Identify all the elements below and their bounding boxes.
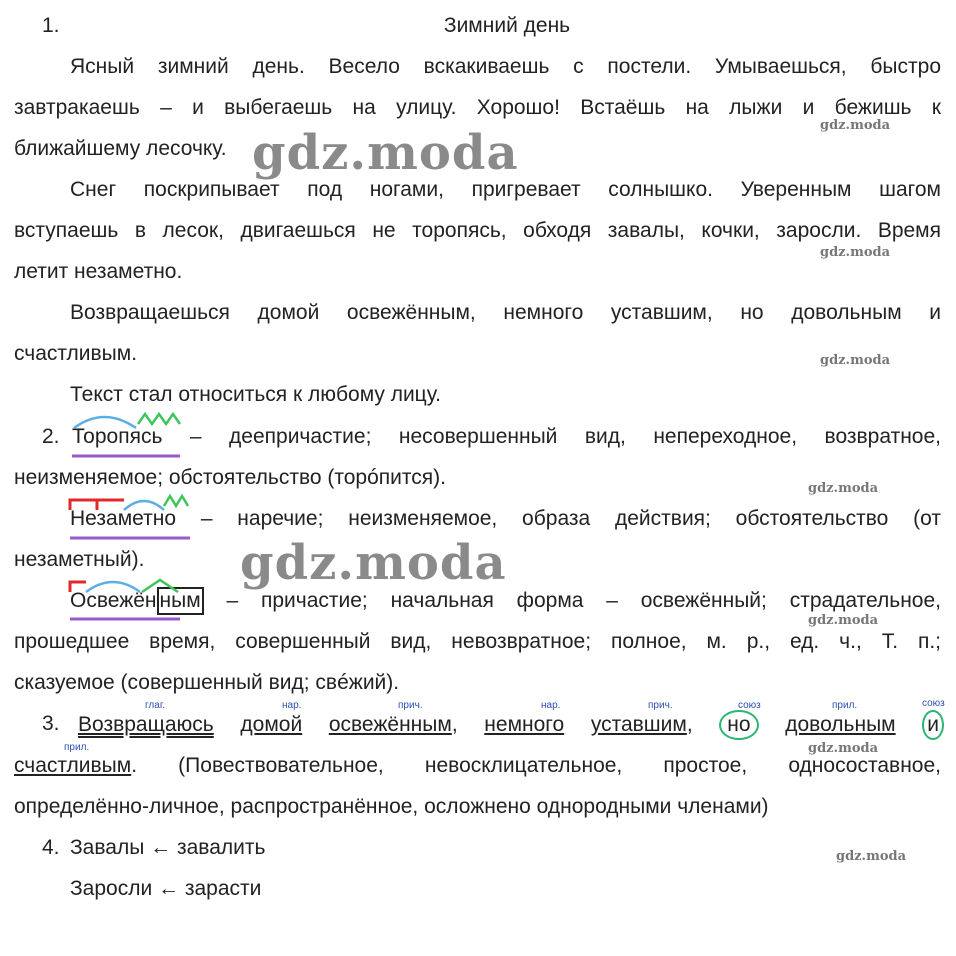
watermark-small: gdz.moda — [808, 481, 879, 496]
paragraph-line: счастливым. — [14, 342, 138, 365]
pos-tag: глаг. — [145, 700, 166, 711]
root-arc — [74, 417, 136, 428]
note-line: Текст стал относиться к любому лицу. — [70, 383, 441, 406]
conjunction-circle: но — [719, 710, 758, 740]
analysis-line: неизменяемое; обстоятельство (торóпится). — [14, 466, 446, 489]
analyzed-word-nezametno: Незаметно — [70, 507, 177, 530]
section-2-number: 2. — [42, 425, 60, 448]
paragraph-line: Ясный зимний день. Весело вскакиваешь с постели. Умываешься, быстро — [70, 55, 941, 78]
pos-tag: союз — [738, 700, 761, 711]
predicate-word: Возвращаюсь — [78, 713, 214, 736]
watermark-small: gdz.moda — [820, 118, 891, 133]
pos-tag: прич. — [398, 700, 423, 711]
analyzed-word-toropyas: Торопясь — [72, 425, 163, 448]
paragraph-line: ближайшему лесочку. — [14, 137, 227, 160]
word-formation-line: Завалы ← завалить — [70, 836, 266, 859]
predicate-part-word: уставшим — [590, 713, 687, 736]
paragraph-line: вступаешь в лесок, двигаешься не торопясь, обходя завалы, кочки, заросли. Время — [14, 219, 941, 242]
sentence-characteristics-line: определённо-личное, распространённое, осложнено однородными членами) — [14, 795, 769, 818]
predicate-part-word: счастливым — [14, 754, 132, 777]
watermark-small: gdz.moda — [808, 613, 879, 628]
watermark-logo: gdz.moda — [252, 125, 519, 181]
analysis-line: сказуемое (совершенный вид; свéжий). — [14, 671, 400, 694]
predicate-part-word: довольным — [785, 713, 896, 736]
word-formation-line: Заросли ← зарасти — [70, 877, 262, 900]
circumstance-word: домой — [240, 713, 303, 736]
ending-box: ным — [157, 587, 204, 615]
pos-tag: прич. — [648, 700, 673, 711]
paragraph-line: Снег поскрипывает под ногами, пригревает солнышко. Уверенным шагом — [70, 178, 941, 201]
pos-tag: нар. — [282, 700, 302, 711]
root-arc — [124, 501, 164, 510]
prefix-mark — [70, 500, 124, 510]
watermark-small: gdz.moda — [820, 353, 891, 368]
paragraph-line: летит незаметно. — [14, 260, 183, 283]
sentence-parse-line: Возвращаюсь домой освежённым, немного уставшим, но довольным и — [78, 710, 944, 740]
sentence-parse-line — [14, 752, 941, 780]
prefix-mark — [70, 582, 86, 592]
circumstance-word: немного — [484, 713, 565, 736]
root-arc — [86, 582, 140, 592]
analysis-line: незаметный). — [14, 548, 145, 571]
sentence-characteristics: . (Повествовательное, невосклицательное, простое, односоставное, — [131, 754, 941, 777]
conjunction-circle: и — [922, 710, 944, 740]
section-3-number: 3. — [42, 712, 60, 735]
pos-tag: прил. — [832, 700, 858, 711]
word-stem: Освежён — [70, 589, 157, 612]
analysis-line: прошедшее время, совершенный вид, невозвратное; полное, м. р., ед. ч., Т. п.; — [14, 630, 941, 653]
watermark-small: gdz.moda — [820, 245, 891, 260]
suffix-mark — [138, 414, 180, 424]
pos-tag: нар. — [541, 700, 561, 711]
watermark-small: gdz.moda — [836, 849, 907, 864]
paragraph-line: завтракаешь – и выбегаешь на улицу. Хорошо! Встаёшь на лыжи и бежишь к — [14, 96, 941, 119]
analysis-text: – причастие; начальная форма – освежённый; страдательное, — [203, 589, 941, 612]
suffix-mark — [142, 580, 178, 592]
watermark-small: gdz.moda — [808, 741, 879, 756]
pos-tag: прил. — [64, 742, 90, 753]
analysis-text: – деепричастие; несовершенный вид, непереходное, возвратное, — [162, 425, 941, 448]
text-title: Зимний день — [443, 14, 571, 37]
suffix-mark — [164, 496, 188, 506]
section-1-number: 1. — [42, 14, 60, 37]
watermark-logo: gdz.moda — [240, 535, 507, 591]
predicate-part-word: освежённым — [328, 713, 452, 736]
section-4-number: 4. — [42, 836, 60, 859]
analysis-text: – наречие; неизменяемое, образа действия; обстоятельство (от — [176, 507, 941, 530]
pos-tag: союз — [922, 698, 945, 709]
paragraph-line: Возвращаешься домой освежённым, немного уставшим, но довольным и — [70, 301, 941, 324]
